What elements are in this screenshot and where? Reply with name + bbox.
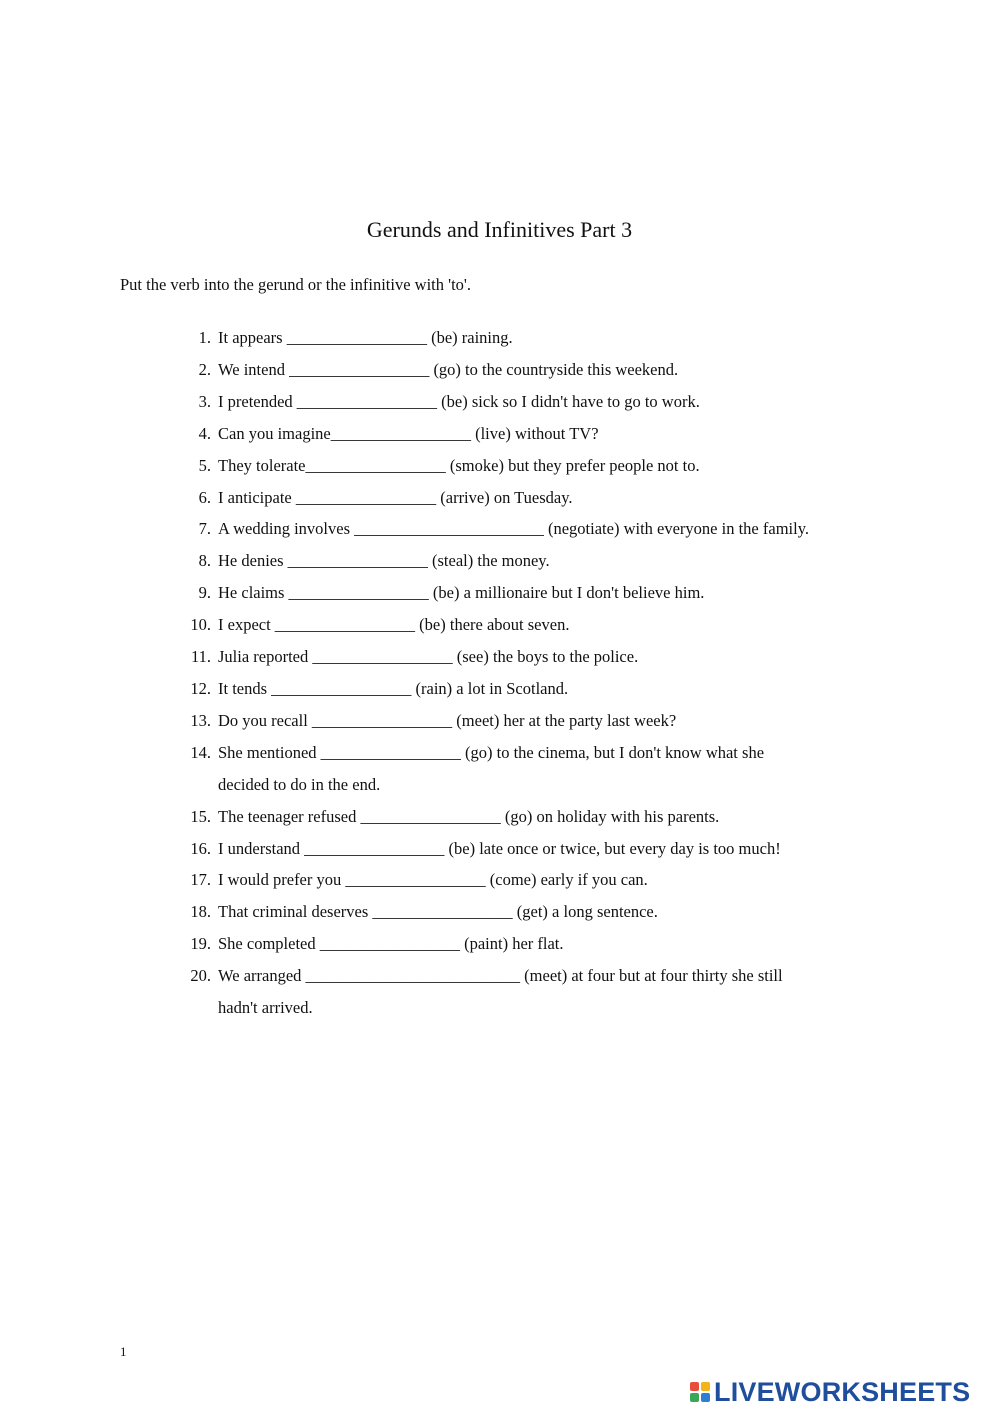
- exercise-number-text: 6.: [198, 487, 211, 507]
- exercise-line: She mentioned _________________ (go) to the cinema, but I don't know what she: [218, 742, 765, 762]
- exercise-text: [218, 609, 930, 641]
- exercise-number-text: 11.: [190, 647, 211, 667]
- exercise-item: [170, 322, 930, 354]
- exercise-number-text: 2.: [198, 359, 211, 379]
- exercise-line: Can you imagine_________________ (live) without TV?: [218, 423, 599, 443]
- exercise-number-text: 17.: [190, 870, 211, 890]
- exercise-number: [170, 801, 211, 833]
- exercise-number-text: 9.: [198, 583, 211, 603]
- exercise-text: [218, 705, 930, 737]
- exercise-line: She completed _________________ (paint) her flat.: [218, 934, 564, 954]
- exercise-item: [170, 801, 930, 833]
- exercise-number: [170, 833, 211, 865]
- exercise-number: [170, 354, 211, 386]
- exercise-number: [170, 896, 211, 928]
- exercise-line: I would prefer you _________________ (come) early if you can.: [218, 870, 648, 890]
- exercise-item: [170, 833, 930, 865]
- exercise-number-text: 14.: [190, 742, 211, 762]
- brand-name: LIVEWORKSHEETS: [714, 1377, 971, 1407]
- exercise-number: [170, 609, 211, 641]
- exercise-number: [170, 322, 211, 354]
- exercise-item: [170, 609, 930, 641]
- exercise-number-text: 20.: [190, 966, 211, 986]
- exercise-text: [218, 960, 930, 1024]
- exercise-line: That criminal deserves _________________ (get) a long sentence.: [218, 902, 658, 922]
- exercise-text: [218, 513, 930, 545]
- exercise-number: [170, 641, 211, 673]
- exercise-text: [218, 928, 930, 960]
- exercise-text: [218, 450, 930, 482]
- exercise-text: [218, 737, 930, 801]
- exercise-item: [170, 737, 930, 801]
- exercise-line: Julia reported _________________ (see) the boys to the police.: [218, 647, 639, 667]
- liveworksheets-logo-icon: [690, 1382, 710, 1402]
- exercise-number: [170, 673, 211, 705]
- exercise-number: [170, 864, 211, 896]
- exercise-number: [170, 450, 211, 482]
- exercise-number: [170, 960, 211, 1024]
- exercise-item: [170, 864, 930, 896]
- exercise-line: The teenager refused _________________ (go) on holiday with his parents.: [218, 806, 720, 826]
- exercise-number: [170, 482, 211, 514]
- exercise-number-text: 12.: [190, 678, 211, 698]
- exercise-line: It appears _________________ (be) raining.: [218, 328, 513, 347]
- exercise-text: [218, 482, 930, 514]
- exercise-item: [170, 641, 930, 673]
- exercise-text: [218, 545, 930, 577]
- exercise-text: [218, 896, 930, 928]
- exercise-text: [218, 386, 930, 418]
- instructions: Put the verb into the gerund or the infinitive with 'to'.: [120, 275, 472, 294]
- exercise-line: We intend _________________ (go) to the countryside this weekend.: [218, 359, 679, 379]
- exercise-number-text: 1.: [198, 328, 211, 347]
- exercise-text: [218, 577, 930, 609]
- exercise-number: [170, 545, 211, 577]
- exercise-number-text: 15.: [190, 806, 211, 826]
- exercise-list: [170, 322, 930, 1024]
- exercise-item: [170, 482, 930, 514]
- exercise-item: [170, 577, 930, 609]
- exercise-item: [170, 513, 930, 545]
- exercise-line: Do you recall _________________ (meet) her at the party last week?: [218, 710, 677, 730]
- exercise-text: [218, 864, 930, 896]
- exercise-text: [218, 418, 930, 450]
- exercise-line: It tends _________________ (rain) a lot in Scotland.: [218, 678, 569, 698]
- exercise-number-text: 3.: [198, 391, 211, 411]
- exercise-item: [170, 896, 930, 928]
- exercise-item: [170, 545, 930, 577]
- exercise-item: [170, 705, 930, 737]
- exercise-item: [170, 673, 930, 705]
- exercise-number: [170, 386, 211, 418]
- exercise-line: He denies _________________ (steal) the money.: [218, 551, 550, 571]
- exercise-text: [218, 833, 930, 865]
- exercise-number: [170, 513, 211, 545]
- exercise-line: I expect _________________ (be) there about seven.: [218, 615, 570, 635]
- exercise-number-text: 13.: [190, 710, 211, 730]
- exercise-number: [170, 737, 211, 801]
- exercise-line: We arranged __________________________ (meet) at four but at four thirty she still: [218, 966, 783, 986]
- exercise-line: He claims _________________ (be) a millionaire but I don't believe him.: [218, 583, 705, 603]
- exercise-line: A wedding involves _______________________ (negotiate) with everyone in the family.: [218, 519, 809, 539]
- exercise-item: [170, 386, 930, 418]
- exercise-number-text: 4.: [198, 423, 211, 443]
- exercise-item: [170, 960, 930, 1024]
- liveworksheets-brand[interactable]: [690, 1376, 970, 1408]
- exercise-number-text: 18.: [190, 902, 211, 922]
- exercise-item: [170, 450, 930, 482]
- exercise-line: I pretended _________________ (be) sick so I didn't have to go to work.: [218, 391, 700, 411]
- logo-square: [701, 1393, 710, 1402]
- exercise-number: [170, 705, 211, 737]
- exercise-line: hadn't arrived.: [218, 998, 313, 1018]
- logo-square: [701, 1382, 710, 1391]
- exercise-number-text: 19.: [190, 934, 211, 954]
- exercise-text: [218, 673, 930, 705]
- exercise-number-text: 10.: [190, 615, 211, 635]
- exercise-text: [218, 322, 930, 354]
- page-number: 1: [120, 1344, 127, 1359]
- exercise-item: [170, 418, 930, 450]
- logo-square: [690, 1393, 699, 1402]
- exercise-text: [218, 354, 930, 386]
- exercise-line: I understand _________________ (be) late once or twice, but every day is too much!: [218, 838, 781, 858]
- exercise-number-text: 16.: [190, 838, 211, 858]
- exercise-number-text: 7.: [198, 519, 211, 539]
- exercise-item: [170, 354, 930, 386]
- exercise-number: [170, 928, 211, 960]
- exercise-number: [170, 418, 211, 450]
- exercise-number: [170, 577, 211, 609]
- exercise-item: [170, 928, 930, 960]
- exercise-text: [218, 641, 930, 673]
- exercise-number-text: 5.: [198, 455, 211, 475]
- exercise-line: I anticipate _________________ (arrive) on Tuesday.: [218, 487, 573, 507]
- page-title: Gerunds and Infinitives Part 3: [366, 217, 633, 242]
- exercise-line: They tolerate_________________ (smoke) but they prefer people not to.: [218, 455, 700, 475]
- exercise-text: [218, 801, 930, 833]
- exercise-line: decided to do in the end.: [218, 774, 381, 794]
- logo-square: [690, 1382, 699, 1391]
- exercise-number-text: 8.: [198, 551, 211, 571]
